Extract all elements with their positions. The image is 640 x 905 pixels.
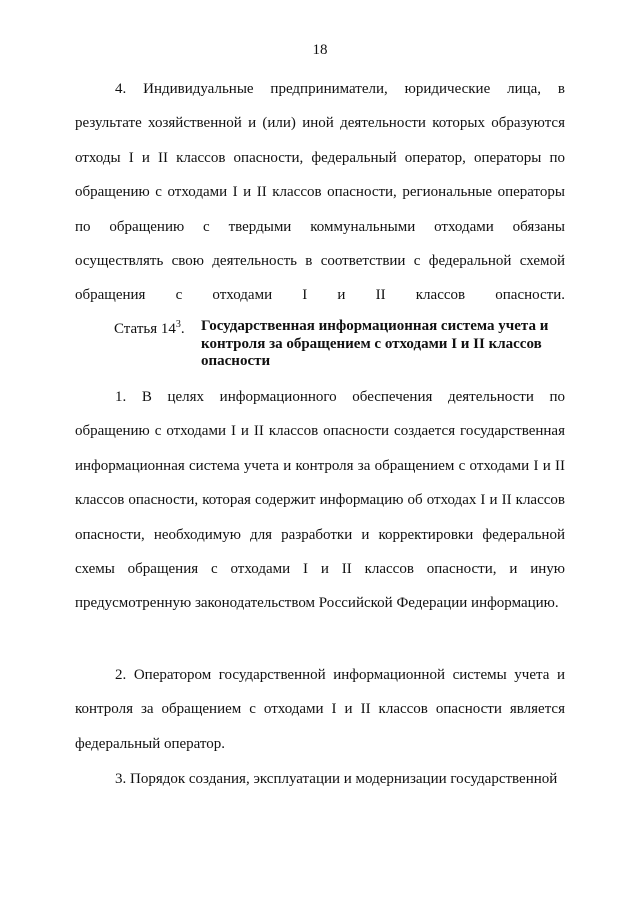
paragraph-4-text: 4. Индивидуальные предприниматели, юридические лица, в результате хозяйственной и (или) иной деятельности которых образуются отходы I и II классов опасности, федеральный оператор, операторы по обращению с отходами I и II классов опасности, региональные операторы по обращению с твердыми коммунальными отходами обязаны осуществлять свою деятельность в соответствии с федеральной схемой обращения с отходами I и II классов опасности. <box>75 81 565 304</box>
page-number: 18 <box>312 42 328 58</box>
paragraph-4 <box>75 72 565 313</box>
article-label-suffix: . <box>180 321 185 337</box>
paragraph-3-text: 3. Порядок создания, эксплуатации и модернизации государственной <box>115 771 558 787</box>
article-number: Статья 14 <box>114 321 176 337</box>
article-label <box>114 316 185 338</box>
article-title: Государственная информационная система учета и контроля за обращением с отходами I и II классов опасности <box>201 318 549 369</box>
paragraph-1 <box>75 380 565 621</box>
paragraph-2 <box>75 658 565 761</box>
paragraph-1-text: 1. В целях информационного обеспечения деятельности по обращению с отходами I и II классов опасности создается государственная информационная система учета и контроля за обращением с отходами I и II классов опасности, которая содержит информацию об отходах I и II классов опасности, необходимую для разработки и корректировки федеральной схемы обращения с отходами I и II классов опасности, и иную предусмотренную законодательством Российской Федерации информацию. <box>75 389 565 612</box>
paragraph-2-text: 2. Оператором государственной информационной системы учета и контроля за обращением с отходами I и II классов опасности является федеральный оператор. <box>75 667 565 752</box>
article-superscript: 3 <box>175 319 181 330</box>
paragraph-3 <box>75 762 565 796</box>
